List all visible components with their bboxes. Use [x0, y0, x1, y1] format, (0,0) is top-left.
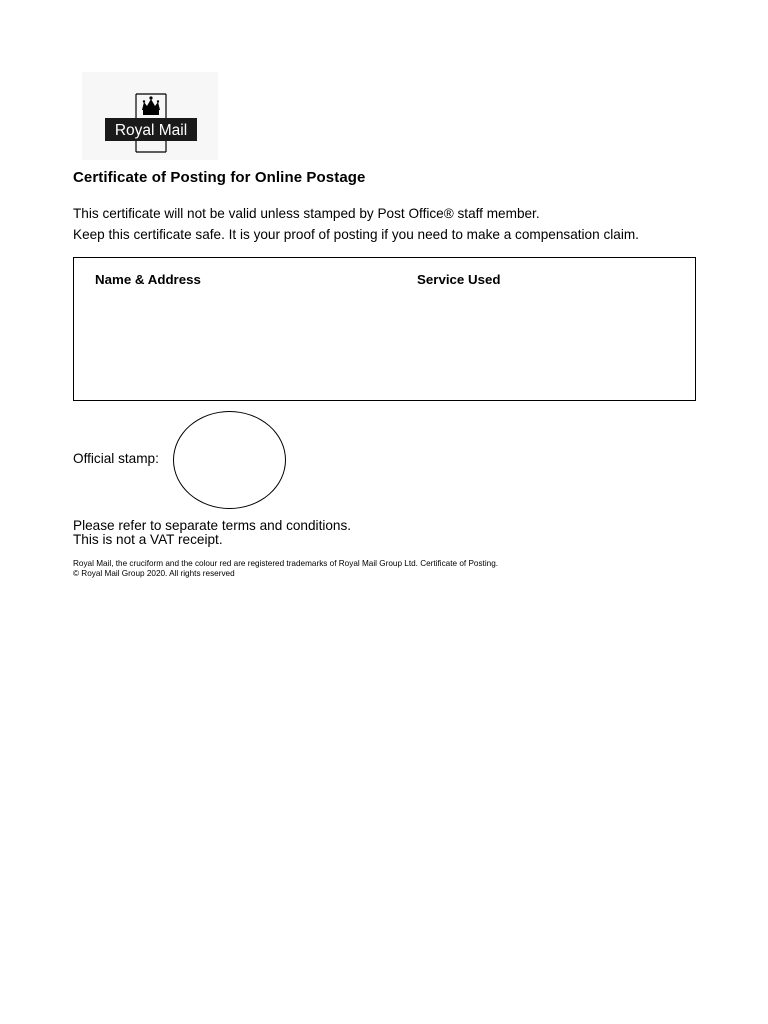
- copyright-fine-print: © Royal Mail Group 2020. All rights reserved: [73, 569, 235, 578]
- address-service-box: [73, 257, 696, 401]
- trademark-fine-print: Royal Mail, the cruciform and the colour red are registered trademarks of Royal Mail Group Ltd. Certificate of Posting.: [73, 559, 499, 568]
- official-stamp-label: Official stamp:: [73, 451, 159, 466]
- royal-mail-cruciform-icon: [82, 72, 218, 160]
- vat-note: This is not a VAT receipt.: [73, 532, 223, 547]
- name-address-header: Name & Address: [95, 272, 201, 287]
- logo-wordmark: Royal Mail: [114, 122, 188, 139]
- keep-safe-notice: Keep this certificate safe. It is your proof of posting if you need to make a compensation claim.: [73, 227, 639, 242]
- service-used-header: Service Used: [417, 272, 501, 287]
- stamp-circle: [173, 411, 286, 509]
- royal-mail-logo: [82, 72, 218, 160]
- validity-notice: This certificate will not be valid unless stamped by Post Office® staff member.: [73, 206, 540, 221]
- terms-note: Please refer to separate terms and conditions.: [73, 518, 352, 533]
- page-title: Certificate of Posting for Online Postage: [73, 169, 366, 186]
